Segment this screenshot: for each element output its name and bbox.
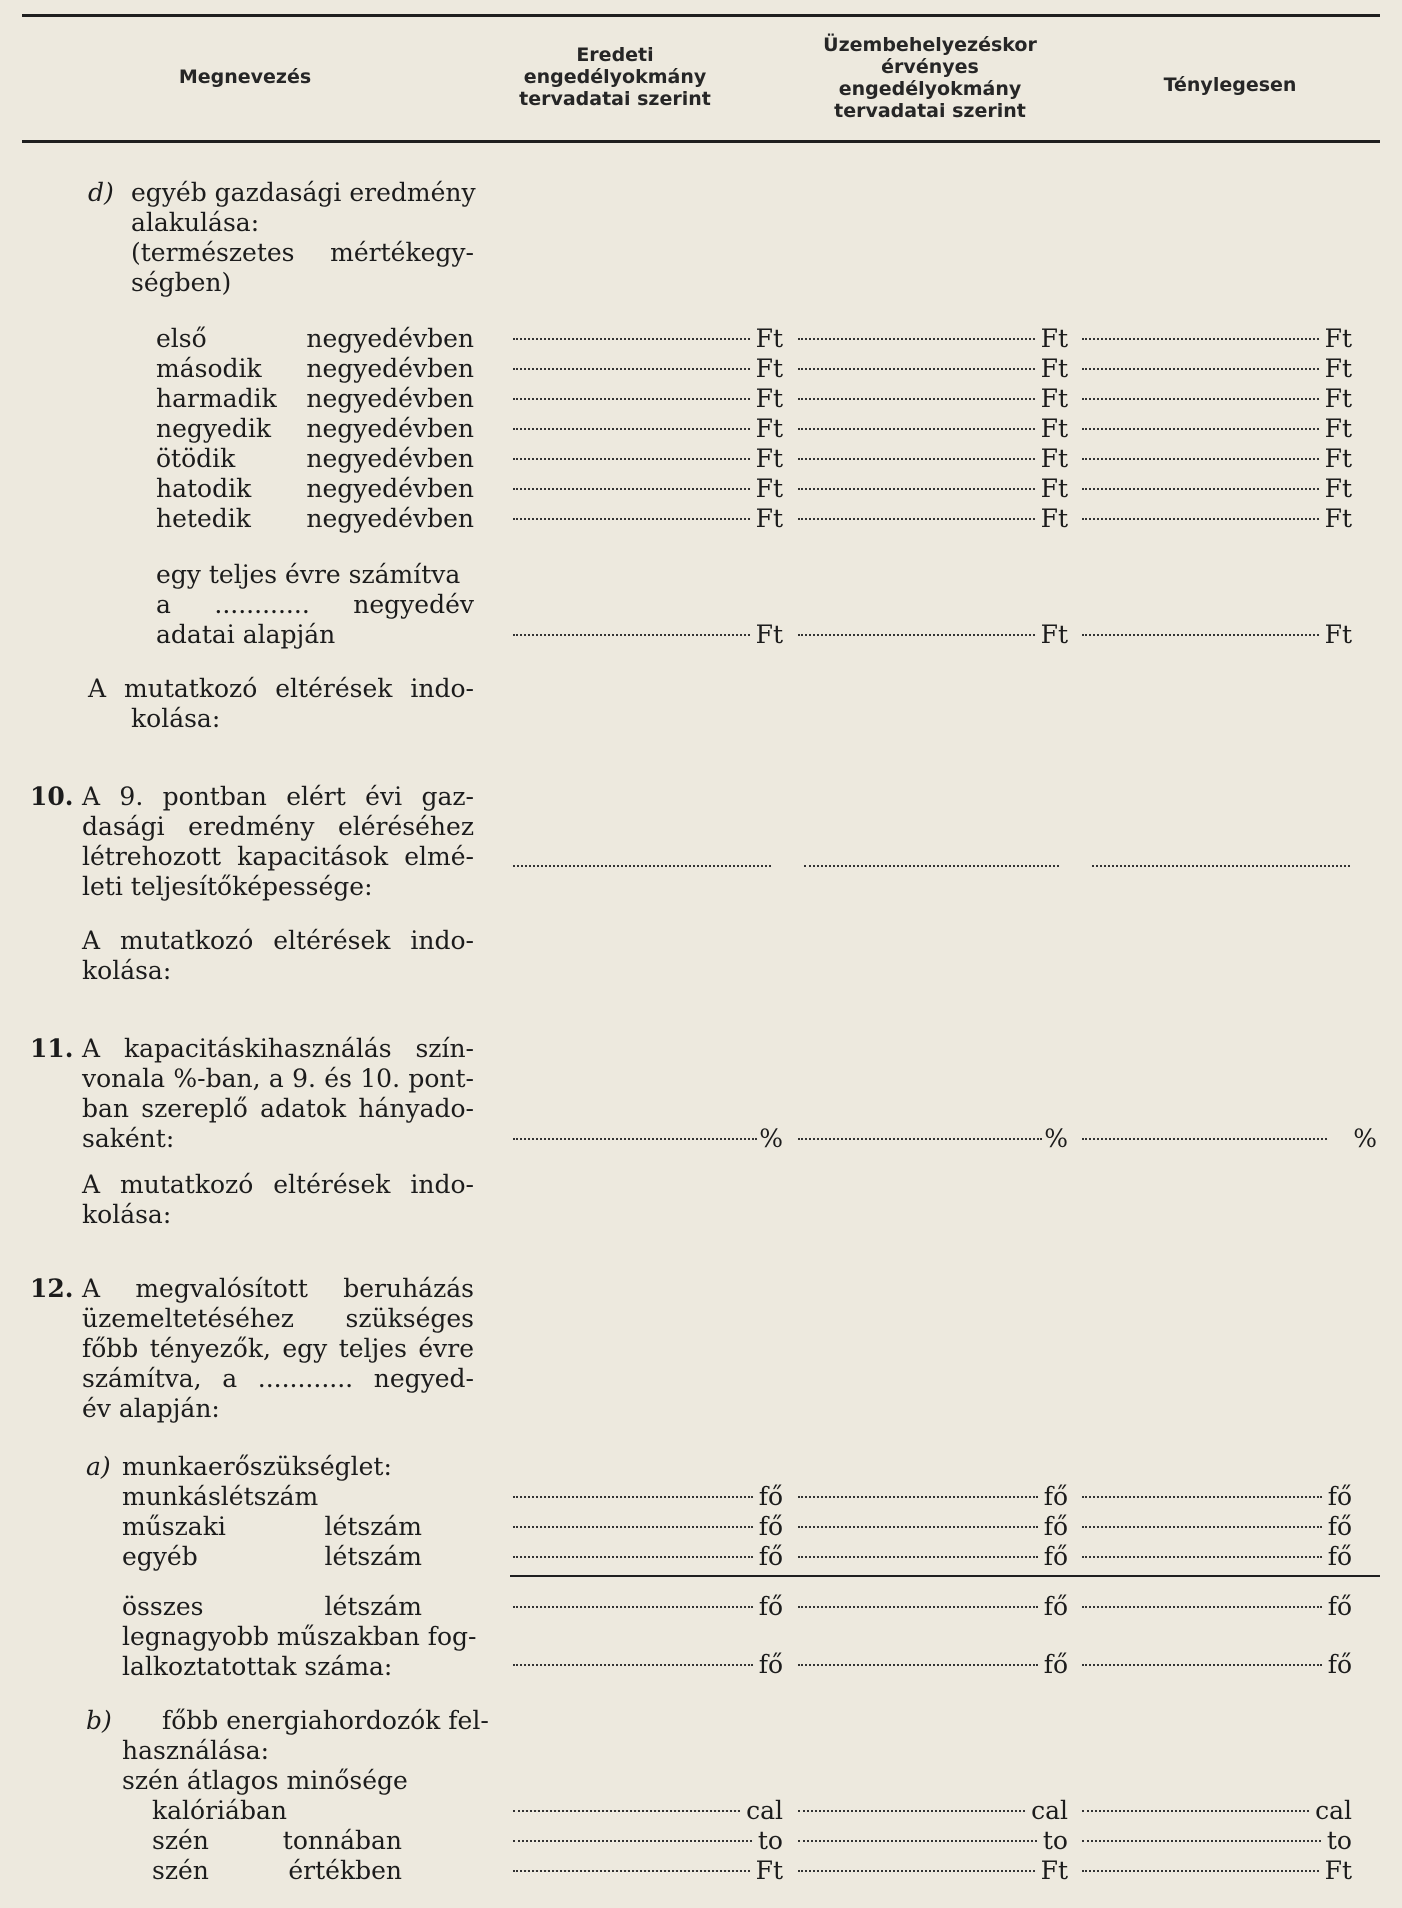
q3-start-field[interactable]: Ft [798, 384, 1068, 414]
tonnage-original-field[interactable]: to [513, 1826, 783, 1856]
s10-reason-label: A mutatkozó eltérések indo- kolása: [82, 926, 474, 985]
section-12-text: A megvalósított beruházás üzemeltetéséhez szükséges főbb tényezők, egy teljes évre számítva, a ............ negyed- év alapján: [82, 1274, 474, 1423]
q2-start-field[interactable]: Ft [798, 354, 1068, 384]
header-bottom-rule [22, 140, 1380, 143]
tonnage-actual-field[interactable]: to [1082, 1826, 1352, 1856]
tonnage-start-field[interactable]: to [798, 1826, 1068, 1856]
q1-actual-field[interactable]: Ft [1082, 324, 1352, 354]
section-11-number: 11. [30, 1034, 74, 1063]
section-11-text: A kapacitáskihasználás szín- vonala %-ban, a 9. és 10. pont- ban szereplő adatok hányado- saként: [82, 1034, 474, 1153]
calorie-start-field[interactable]: cal [798, 1796, 1068, 1826]
other-staff-start-field[interactable]: fő [798, 1542, 1068, 1572]
q6-start-field[interactable]: Ft [798, 474, 1068, 504]
coal-label-value: szén értékben [152, 1856, 402, 1885]
year-actual-field[interactable]: Ft [1082, 620, 1352, 650]
quarter-label-2: második negyedévben [156, 354, 474, 383]
q4-start-field[interactable]: Ft [798, 414, 1068, 444]
item-d-text: egyéb gazdasági eredmény alakulása: (természetes mértékegy- ségben) [131, 178, 476, 297]
staff-label-technical: műszaki létszám [122, 1512, 422, 1541]
q3-original-field[interactable]: Ft [513, 384, 783, 414]
coal-value-start-field[interactable]: Ft [798, 1856, 1068, 1886]
staff-label-workers: munkáslétszám [122, 1482, 319, 1511]
header-col-original: Eredeti engedélyokmány tervadatai szerint [519, 44, 711, 110]
total-original-field[interactable]: fő [513, 1592, 783, 1622]
utilization-actual-field[interactable]: % [1082, 1124, 1377, 1154]
workers-original-field[interactable]: fő [513, 1482, 783, 1512]
q4-actual-field[interactable]: Ft [1082, 414, 1352, 444]
other-staff-original-field[interactable]: fő [513, 1542, 783, 1572]
utilization-start-field[interactable]: % [798, 1124, 1068, 1154]
q1-start-field[interactable]: Ft [798, 324, 1068, 354]
other-staff-actual-field[interactable]: fő [1082, 1542, 1352, 1572]
section-10-text: A 9. pontban elért évi gaz- dasági eredmény eléréséhez létrehozott kapacitások elmé- leti teljesítőképessége: [82, 782, 474, 901]
d-reason-label: A mutatkozó eltérések indo- kolása: [88, 674, 474, 733]
item-a-title: munkaerőszükséglet: [122, 1452, 392, 1481]
q2-original-field[interactable]: Ft [513, 354, 783, 384]
technical-actual-field[interactable]: fő [1082, 1512, 1352, 1542]
item-a-marker: a) [86, 1452, 111, 1481]
quarter-label-5: ötödik negyedévben [156, 444, 474, 473]
quarter-label-4: negyedik negyedévben [156, 414, 474, 443]
coal-value-original-field[interactable]: Ft [513, 1856, 783, 1886]
section-10-number: 10. [30, 782, 74, 811]
item-b-text: főbb energiahordozók fel- használása: szén átlagos minősége [122, 1706, 489, 1795]
year-original-field[interactable]: Ft [513, 620, 783, 650]
q5-start-field[interactable]: Ft [798, 444, 1068, 474]
q6-actual-field[interactable]: Ft [1082, 474, 1352, 504]
full-year-label: egy teljes évre számítva a ............ negyedév adatai alapján [156, 560, 474, 649]
quarter-label-7: hetedik negyedévben [156, 504, 474, 533]
shift-actual-field[interactable]: fő [1082, 1650, 1352, 1680]
q7-original-field[interactable]: Ft [513, 504, 783, 534]
top-rule [22, 14, 1380, 17]
workers-start-field[interactable]: fő [798, 1482, 1068, 1512]
total-start-field[interactable]: fő [798, 1592, 1068, 1622]
largest-shift-label: legnagyobb műszakban fog- lalkoztatottak száma: [122, 1622, 477, 1681]
total-staff-label: összes létszám [122, 1592, 422, 1621]
q4-original-field[interactable]: Ft [513, 414, 783, 444]
capacity-original-field[interactable] [513, 872, 771, 902]
capacity-start-field[interactable] [804, 872, 1059, 902]
q5-original-field[interactable]: Ft [513, 444, 783, 474]
q7-start-field[interactable]: Ft [798, 504, 1068, 534]
staff-labels [122, 1482, 422, 1572]
q3-actual-field[interactable]: Ft [1082, 384, 1352, 414]
s11-reason-label: A mutatkozó eltérések indo- kolása: [82, 1170, 474, 1229]
item-b-marker: b) [86, 1706, 112, 1735]
technical-original-field[interactable]: fő [513, 1512, 783, 1542]
q7-actual-field[interactable]: Ft [1082, 504, 1352, 534]
calorie-original-field[interactable]: cal [513, 1796, 783, 1826]
q2-actual-field[interactable]: Ft [1082, 354, 1352, 384]
quarter-label-6: hatodik negyedévben [156, 474, 474, 503]
coal-label-ton: szén tonnában [152, 1826, 402, 1855]
header-col-name: Megnevezés [178, 66, 312, 88]
workers-actual-field[interactable]: fő [1082, 1482, 1352, 1512]
item-d-marker: d) [88, 178, 114, 207]
coal-value-actual-field[interactable]: Ft [1082, 1856, 1352, 1886]
shift-start-field[interactable]: fő [798, 1650, 1068, 1680]
coal-labels [152, 1796, 402, 1886]
sum-rule [510, 1575, 1380, 1577]
total-actual-field[interactable]: fő [1082, 1592, 1352, 1622]
quarter-labels [156, 324, 474, 534]
coal-label-calorie: kalóriában [152, 1796, 287, 1825]
q1-original-field[interactable]: Ft [513, 324, 783, 354]
utilization-original-field[interactable]: % [513, 1124, 783, 1154]
header-col-start: Üzembehelyezéskor érvényes engedélyokmány tervadatai szerint [823, 34, 1037, 122]
shift-original-field[interactable]: fő [513, 1650, 783, 1680]
quarter-label-3: harmadik negyedévben [156, 384, 474, 413]
calorie-actual-field[interactable]: cal [1082, 1796, 1352, 1826]
quarter-label-1: első negyedévben [156, 324, 474, 353]
capacity-actual-field[interactable] [1092, 872, 1350, 902]
year-start-field[interactable]: Ft [798, 620, 1068, 650]
technical-start-field[interactable]: fő [798, 1512, 1068, 1542]
staff-label-other: egyéb létszám [122, 1542, 422, 1571]
q6-original-field[interactable]: Ft [513, 474, 783, 504]
section-12-number: 12. [30, 1274, 74, 1303]
header-col-actual: Ténylegesen [1163, 74, 1297, 96]
q5-actual-field[interactable]: Ft [1082, 444, 1352, 474]
